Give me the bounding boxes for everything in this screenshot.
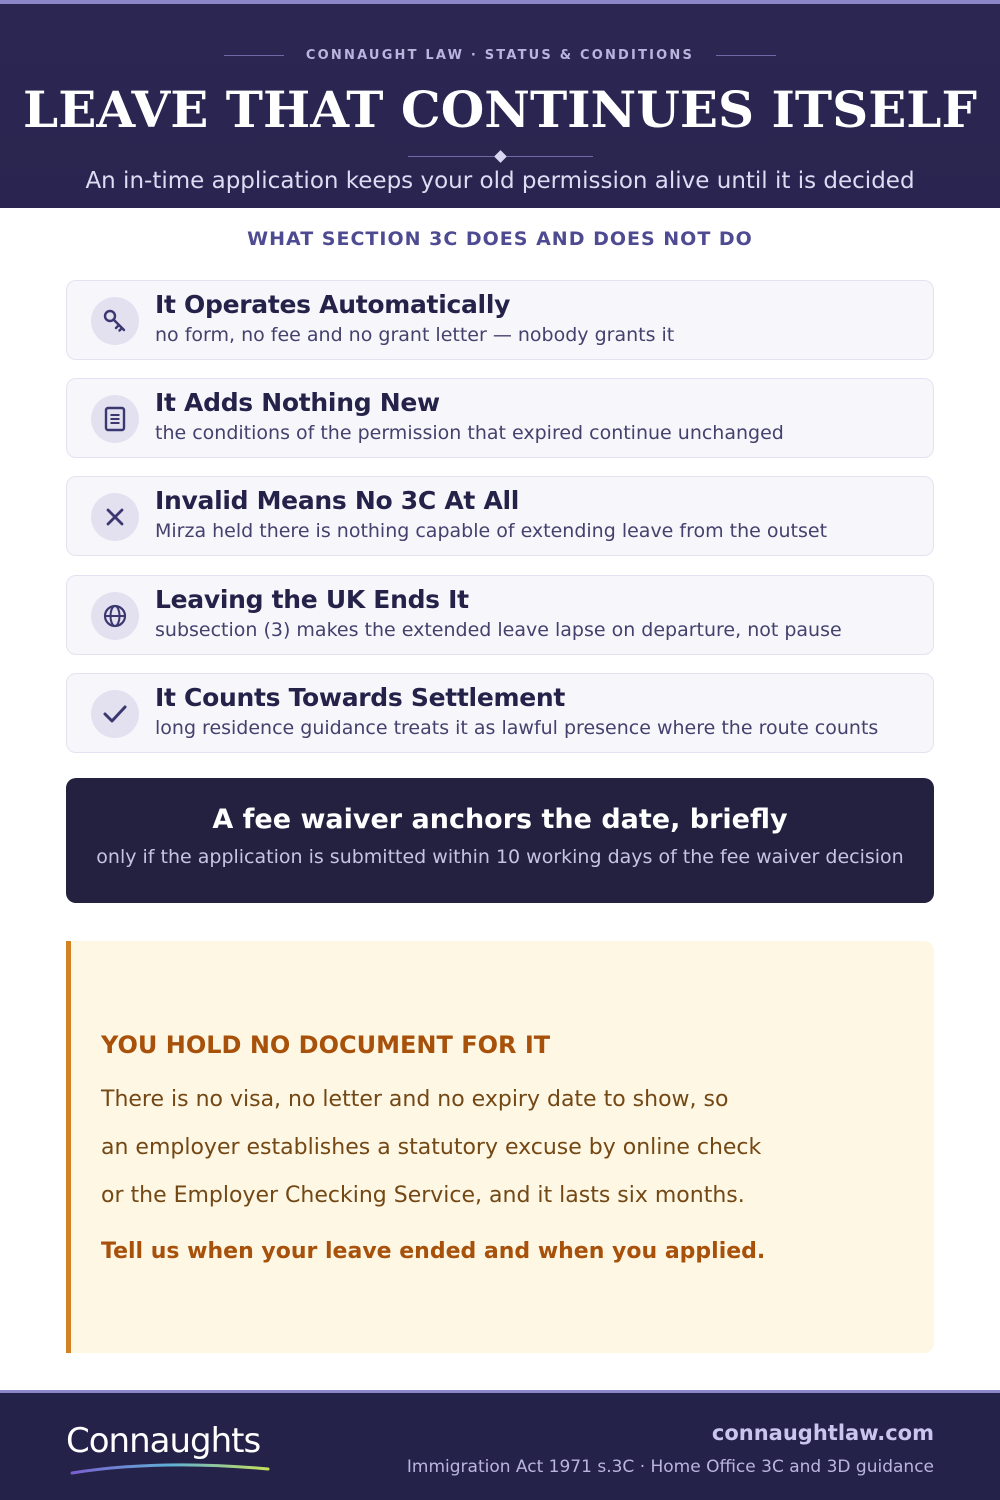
feature-card	[66, 280, 934, 360]
card-title: Leaving the UK Ends It	[155, 585, 469, 614]
diamond-icon	[494, 150, 507, 163]
title-divider	[0, 152, 1000, 161]
note-line: There is no visa, no letter and no expiry date to show, so	[101, 1087, 729, 1112]
key-icon	[91, 297, 139, 345]
card-title: It Counts Towards Settlement	[155, 683, 566, 712]
note-line: or the Employer Checking Service, and it lasts six months.	[101, 1183, 745, 1208]
website-link[interactable]: connaughtlaw.com	[711, 1421, 934, 1445]
eyebrow-rule-right	[716, 55, 776, 56]
check-icon	[91, 690, 139, 738]
feature-card	[66, 673, 934, 753]
feature-card	[66, 378, 934, 458]
card-description: subsection (3) makes the extended leave lapse on departure, not pause	[155, 619, 842, 641]
divider-rule-left	[408, 156, 494, 157]
eyebrow-row	[0, 48, 1000, 63]
brand-logo[interactable]: Connaughts	[66, 1421, 261, 1461]
page-title: LEAVE THAT CONTINUES ITSELF	[23, 80, 977, 139]
feature-card	[66, 575, 934, 655]
footer	[0, 1390, 1000, 1500]
card-description: long residence guidance treats it as lawful presence where the route counts	[155, 717, 879, 739]
card-description: the conditions of the permission that expired continue unchanged	[155, 422, 784, 444]
card-title: It Adds Nothing New	[155, 388, 440, 417]
logo-swoosh-icon	[70, 1461, 270, 1477]
note-line: an employer establishes a statutory excuse by online check	[101, 1135, 762, 1160]
header-banner	[0, 0, 1000, 208]
note-call-to-action: Tell us when your leave ended and when you applied.	[101, 1239, 766, 1264]
card-title: Invalid Means No 3C At All	[155, 486, 520, 515]
eyebrow-rule-left	[224, 55, 284, 56]
divider-rule-right	[507, 156, 593, 157]
callout-subtitle: only if the application is submitted within 10 working days of the fee waiver decision	[96, 846, 904, 868]
fee-waiver-callout	[66, 778, 934, 903]
eyebrow-text: CONNAUGHT LAW · STATUS & CONDITIONS	[305, 48, 695, 63]
callout-title: A fee waiver anchors the date, briefly	[212, 804, 788, 835]
card-description: Mirza held there is nothing capable of extending leave from the outset	[155, 520, 828, 542]
card-title: It Operates Automatically	[155, 290, 511, 319]
globe-icon	[91, 592, 139, 640]
note-heading: YOU HOLD NO DOCUMENT FOR IT	[101, 1031, 551, 1059]
x-icon	[91, 493, 139, 541]
document-icon	[91, 395, 139, 443]
section-heading: WHAT SECTION 3C DOES AND DOES NOT DO	[247, 228, 753, 250]
page-subtitle: An in-time application keeps your old permission alive until it is decided	[85, 168, 915, 194]
document-note-box	[66, 941, 934, 1353]
feature-card	[66, 476, 934, 556]
card-description: no form, no fee and no grant letter — nobody grants it	[155, 324, 675, 346]
footer-sources: Immigration Act 1971 s.3C · Home Office 3C and 3D guidance	[406, 1457, 934, 1477]
